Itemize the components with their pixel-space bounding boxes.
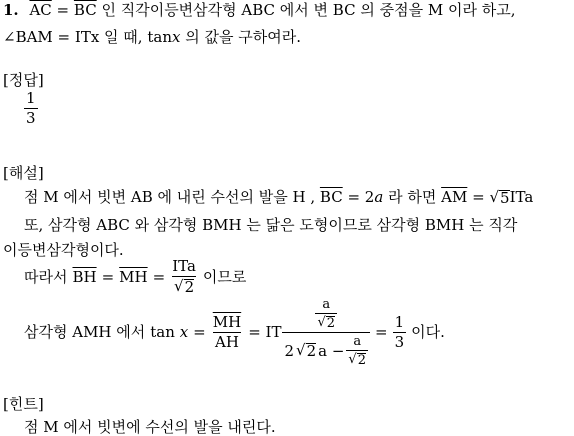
solution-l5-end: 이다. <box>411 323 445 341</box>
var-x: x <box>171 28 181 46</box>
solution-l5-text: 삼각형 AMH 에서 <box>24 323 146 341</box>
solution-line-4 <box>24 259 246 295</box>
equals-it: = IT <box>248 323 282 341</box>
fraction-ita-sqrt2: ITa √ 2 <box>172 257 196 296</box>
equals-sign: = <box>472 188 485 206</box>
fraction-mh-ah: $\frac{\overline{MH}}{AH}$ <box>212 313 242 351</box>
segment-bc: $\overline{BC}$ <box>319 188 343 206</box>
segment-bc: $\overline{BC}$ <box>73 1 97 19</box>
tan-func: tan <box>147 28 172 46</box>
solution-line-5 <box>24 298 445 367</box>
angle-statement: ∠BAM = ITx 일 때, <box>3 28 143 46</box>
problem-line-2 <box>3 30 301 45</box>
equals-sign: = <box>374 323 388 341</box>
answer-denominator: 3 <box>26 109 36 127</box>
sqrt-5: √ 5 <box>489 188 510 207</box>
solution-line-2: 또, 삼각형 ABC 와 삼각형 BMH 는 닮은 도형이므로 삼각형 BMH 는 직각 <box>24 216 518 234</box>
answer-header: [정답] <box>3 71 44 89</box>
segment-am: $\overline{AM}$ <box>441 188 468 206</box>
equals-sign: = <box>101 267 115 286</box>
var-a: a <box>374 188 384 206</box>
problem-number: 1. <box>3 1 19 19</box>
result-fraction: $\frac{1}{3}$ <box>394 313 405 351</box>
equals-sign: = <box>56 1 70 19</box>
equals-2: = 2 <box>347 188 375 206</box>
solution-line-1 <box>24 190 533 206</box>
problem-line-1 <box>3 3 515 18</box>
solution-line-3: 이등변삼각형이다. <box>3 241 124 259</box>
hint-header: [힌트] <box>3 395 44 413</box>
segment-mh: $\overline{MH}$ <box>119 267 148 286</box>
solution-l4-end: 이므로 <box>202 267 247 286</box>
segment-bh: $\overline{BH}$ <box>72 267 97 286</box>
ita: ITa <box>509 188 534 206</box>
problem-line-1-rest: 인 직각이등변삼각형 ABC 에서 변 BC 의 중점을 M 이라 하고, <box>101 1 516 19</box>
solution-header: [해설] <box>3 164 44 182</box>
answer-fraction <box>24 91 38 126</box>
solution-l4-text: 따라서 <box>24 267 68 286</box>
complex-fraction: a √ 2 2 √ 2 a − a √ 2 <box>282 298 370 367</box>
solution-l1-text: 점 M 에서 빗변 AB 에 내린 수선의 발을 H , <box>24 188 316 206</box>
answer-numerator: 1 <box>26 89 36 107</box>
equals-sign: = <box>152 267 166 286</box>
equals-sign: = <box>193 323 206 341</box>
problem-line-2-rest: 의 값을 구하여라. <box>185 28 301 46</box>
tan-func: tan x <box>150 323 189 341</box>
segment-ac: $\overline{AC}$ <box>29 1 52 19</box>
hint-text: 점 M 에서 빗변에 수선의 발을 내린다. <box>24 418 276 436</box>
solution-l1-mid: 라 하면 <box>388 188 437 206</box>
